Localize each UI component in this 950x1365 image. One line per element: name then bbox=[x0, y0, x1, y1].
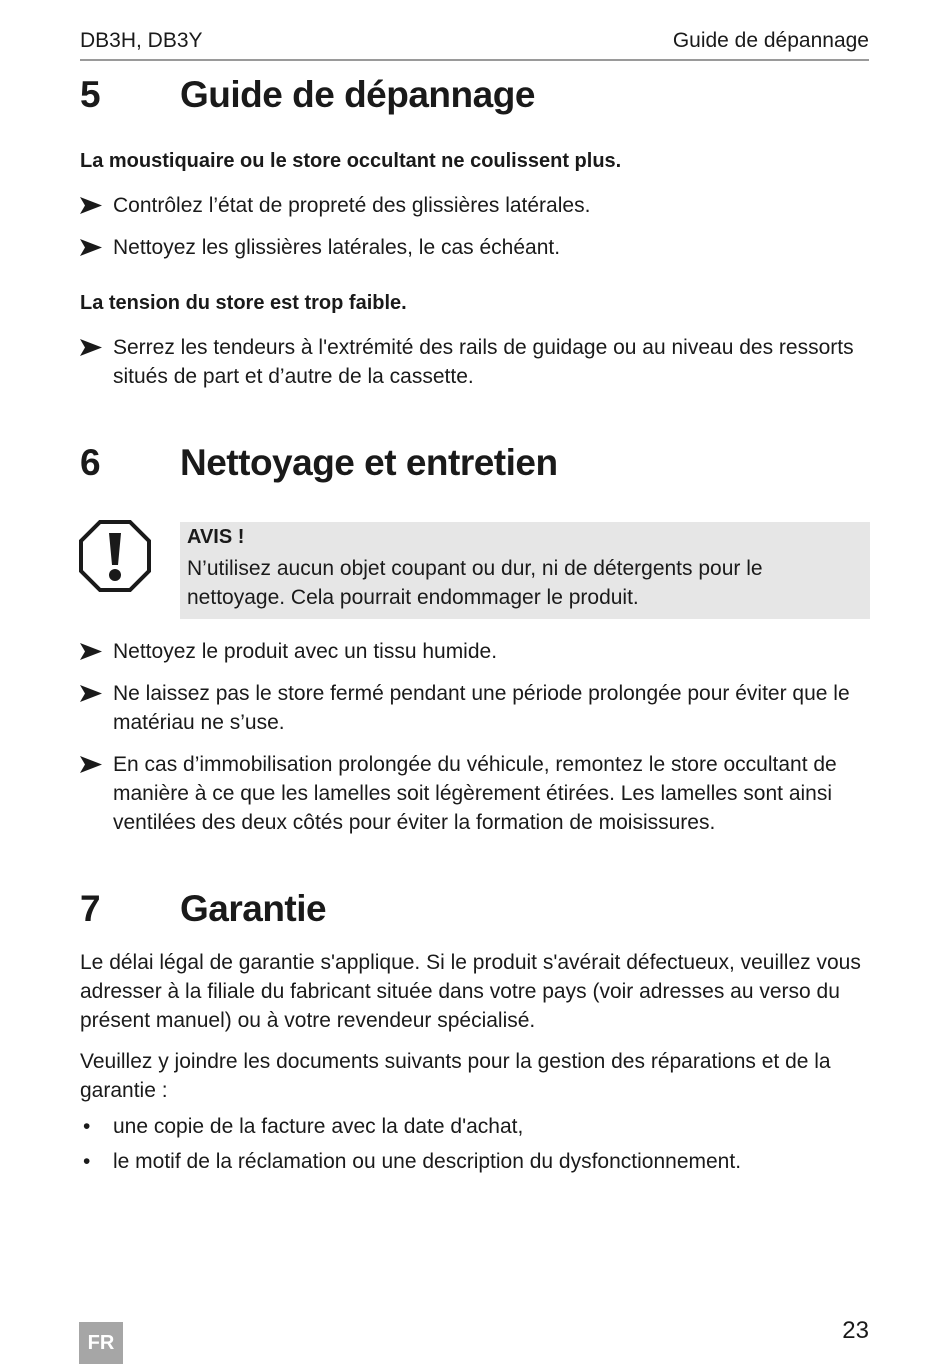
arrow-right-icon bbox=[80, 333, 104, 362]
page-header bbox=[80, 29, 869, 61]
page-number: 23 bbox=[842, 1317, 869, 1344]
problem-heading: La moustiquaire ou le store occultant ne coulissent plus. bbox=[80, 150, 622, 172]
step-text: Contrôlez l’état de propreté des glissières latérales. bbox=[113, 194, 591, 217]
step-text: Serrez les tendeurs à l'extrémité des rails de guidage ou au niveau des ressorts situés de part et d’autre de la cassette. bbox=[113, 336, 854, 388]
problem-heading: La tension du store est trop faible. bbox=[80, 292, 407, 314]
notice-title: AVIS ! bbox=[187, 526, 245, 548]
section-number: 6 bbox=[80, 442, 101, 483]
arrow-right-icon bbox=[80, 750, 104, 779]
bullet-marker: • bbox=[83, 1150, 91, 1173]
step-text: En cas d’immobilisation prolongée du véhicule, remontez le store occultant de manière à ce que les lamelles soit légèrement étirées. Les lamelles sont ainsi ventilées des deux côtés pour éviter la formation de moisissures. bbox=[113, 753, 837, 834]
section-heading: Nettoyage et entretien bbox=[180, 442, 558, 483]
step-item bbox=[80, 637, 872, 666]
section-number: 5 bbox=[80, 74, 101, 115]
list-item bbox=[80, 1147, 872, 1176]
section-heading: Garantie bbox=[180, 888, 327, 929]
warranty-paragraph: Veuillez y joindre les documents suivants pour la gestion des réparations et de la garantie : bbox=[80, 1050, 831, 1102]
bullet-marker: • bbox=[83, 1115, 91, 1138]
list-item-text: le motif de la réclamation ou une description du dysfonctionnement. bbox=[113, 1150, 742, 1173]
section-heading: Guide de dépannage bbox=[180, 74, 535, 115]
chapter-name: Guide de dépannage bbox=[672, 29, 869, 52]
step-item bbox=[80, 750, 872, 837]
step-item bbox=[80, 679, 872, 737]
notice-box bbox=[180, 522, 870, 619]
step-item bbox=[80, 333, 872, 391]
list-item bbox=[80, 1112, 872, 1141]
arrow-right-icon bbox=[80, 679, 104, 708]
model-names: DB3H, DB3Y bbox=[80, 29, 203, 52]
arrow-right-icon bbox=[80, 191, 104, 220]
step-item bbox=[80, 233, 872, 262]
list-item-text: une copie de la facture avec la date d'achat, bbox=[113, 1115, 524, 1138]
language-badge: FR bbox=[79, 1322, 123, 1364]
exclamation-octagon-icon bbox=[79, 520, 151, 592]
warranty-paragraph: Le délai légal de garantie s'applique. Si le produit s'avérait défectueux, veuillez vous adresser à la filiale du fabricant située dans votre pays (voir adresses au verso du présent manuel) ou à votre revendeur spécialisé. bbox=[80, 951, 861, 1032]
section-number: 7 bbox=[80, 888, 101, 929]
step-item bbox=[80, 191, 872, 220]
notice-text: N’utilisez aucun objet coupant ou dur, ni de détergents pour le nettoyage. Cela pourrait endommager le produit. bbox=[187, 557, 763, 609]
step-text: Nettoyez le produit avec un tissu humide. bbox=[113, 640, 498, 663]
step-text: Nettoyez les glissières latérales, le cas échéant. bbox=[113, 236, 561, 259]
arrow-right-icon bbox=[80, 637, 104, 666]
step-text: Ne laissez pas le store fermé pendant une période prolongée pour éviter que le matériau ne s’use. bbox=[113, 682, 850, 734]
arrow-right-icon bbox=[80, 233, 104, 262]
